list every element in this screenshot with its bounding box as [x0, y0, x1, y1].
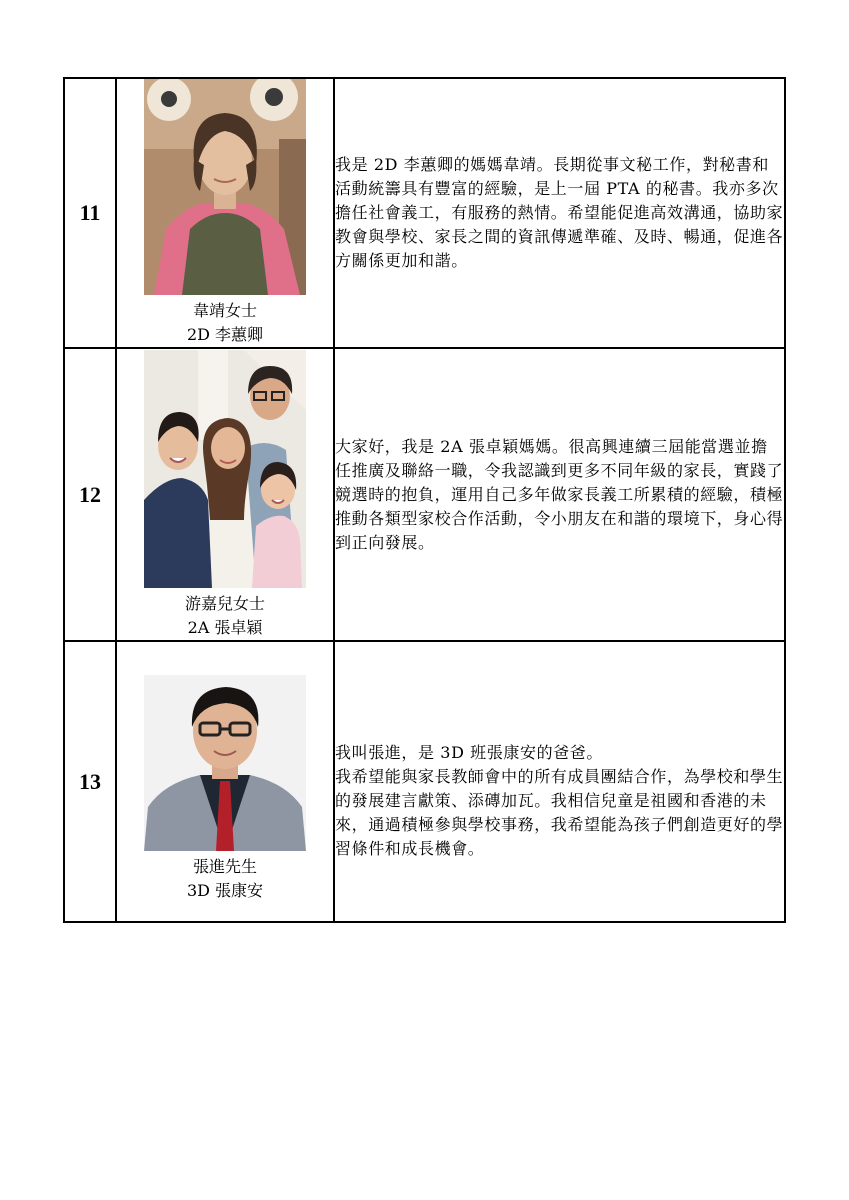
- candidate-statement: [334, 641, 785, 922]
- candidate-photo-cell: [116, 641, 334, 922]
- candidate-statement: [334, 348, 785, 641]
- candidate-row: [64, 641, 785, 922]
- candidate-number: 12: [64, 348, 116, 641]
- candidate-child: 2A 張卓穎: [187, 617, 263, 637]
- family-photo: [144, 350, 306, 588]
- candidate-statement: [334, 78, 785, 348]
- candidate-name: 張進先生: [192, 856, 257, 876]
- candidate-caption: [117, 851, 333, 903]
- candidate-child: 3D 張康安: [186, 880, 264, 900]
- statement-paragraph: 我叫張進，是 3D 班張康安的爸爸。: [335, 742, 603, 762]
- candidate-child: 2D 李蕙卿: [186, 325, 264, 344]
- candidate-photo-cell: [116, 78, 334, 348]
- candidate-name: 游嘉兒女士: [184, 593, 265, 613]
- statement-paragraph: 我是 2D 李蕙卿的媽媽韋靖。長期從事文秘工作，對秘書和活動統籌具有豐富的經驗，是上一屆 PTA 的秘書。我亦多次擔任社會義工，有服務的熱情。希望能促進高效溝通，協助家教會與學校、家長之間的資訊傳遞準確、及時、暢通，促進各方關係更加和諧。: [335, 155, 784, 270]
- candidate-number: 11: [64, 78, 116, 348]
- candidate-caption: [117, 588, 333, 640]
- statement-paragraph: 我希望能與家長教師會中的所有成員團結合作，為學校和學生的發展建言獻策、添磚加瓦。我相信兒童是祖國和香港的未來，通過積極參與學校事務，我希望能為孩子們創造更好的學習條件和成長機會。: [335, 766, 784, 858]
- statement-paragraph: 大家好，我是 2A 張卓穎媽媽。很高興連續三屆能當選並擔任推廣及聯絡一職，令我認識到更多不同年級的家長，實踐了競選時的抱負，運用自己多年做家長義工所累積的經驗，積極推動各類型家校合作活動，令小朋友在和諧的環境下，身心得到正向發展。: [335, 436, 784, 552]
- candidate-name: 韋靖女士: [192, 301, 257, 320]
- candidate-row: [64, 348, 785, 641]
- candidate-photo-cell: [116, 348, 334, 641]
- candidate-caption: [117, 295, 333, 347]
- portrait-photo-woman: [144, 79, 306, 295]
- candidate-row: [64, 78, 785, 348]
- candidate-number: 13: [64, 641, 116, 922]
- portrait-photo-man: [144, 675, 306, 851]
- candidates-table: [63, 77, 786, 923]
